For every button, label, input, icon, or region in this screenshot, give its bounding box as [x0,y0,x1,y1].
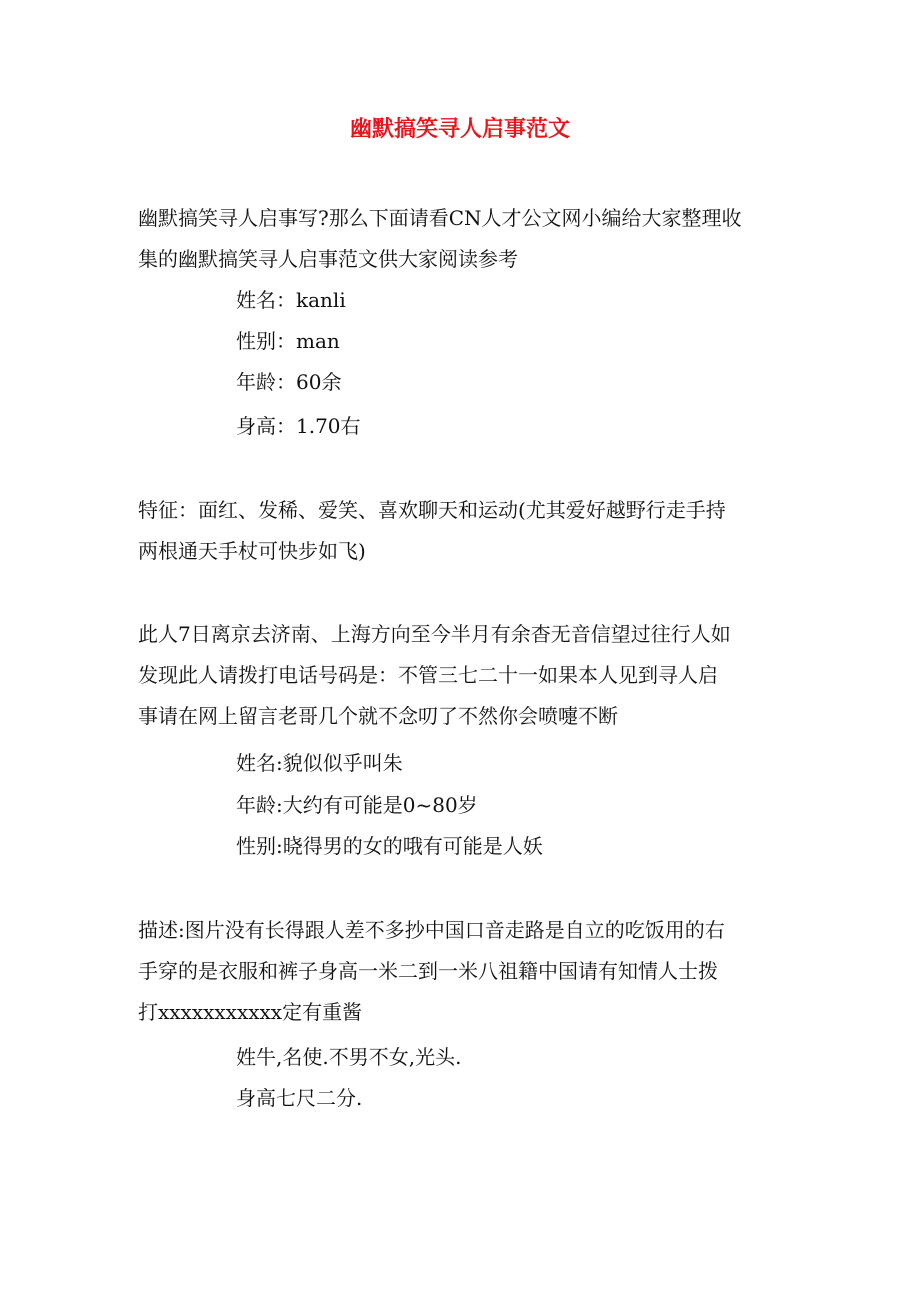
description-line-3: 打xxxxxxxxxxx定有重酱 [138,1000,363,1024]
story-line-2: 发现此人请拨打电话号码是：不管三七二十一如果本人见到寻人启 [138,663,718,687]
notice3-line-1: 姓牛,名使.不男不女,光头. [236,1045,462,1069]
story-line-3: 事请在网上留言老哥几个就不念叨了不然你会喷嚏不断 [138,704,618,728]
story-line-1: 此人7日离京去济南、上海方向至今半月有余杳无音信望过往行人如 [138,622,731,646]
page-title: 幽默搞笑寻人启事范文 [349,116,570,142]
features-line-2: 两根通天手杖可快步如飞) [138,539,366,563]
notice1-gender: 性别：man [236,329,340,353]
intro-line-1: 幽默搞笑寻人启事写?那么下面请看CN人才公文网小编给大家整理收 [138,206,742,230]
notice2-age: 年龄:大约有可能是0~80岁 [236,793,478,817]
story-paragraph [138,614,784,737]
description-line-2: 手穿的是衣服和裤子身高一米二到一米八祖籍中国请有知情人士拨 [138,959,718,983]
notice1-name: 姓名：kanli [236,288,346,312]
intro-paragraph [138,198,784,280]
notice3-line-2: 身高七尺二分. [236,1086,363,1110]
intro-line-2: 集的幽默搞笑寻人启事范文供大家阅读参考 [138,247,518,271]
description-paragraph [138,910,784,1033]
notice1-age: 年龄：60余 [236,370,342,394]
notice2-gender: 性别:晓得男的女的哦有可能是人妖 [236,834,543,858]
notice1-height: 身高：1.70右 [236,414,361,438]
features-paragraph [138,490,784,572]
features-line-1: 特征：面红、发稀、爱笑、喜欢聊天和运动(尤其爱好越野行走手持 [138,498,726,522]
notice2-name: 姓名:貌似似乎叫朱 [236,751,403,775]
description-line-1: 描述:图片没有长得跟人差不多抄中国口音走路是自立的吃饭用的右 [138,918,725,942]
